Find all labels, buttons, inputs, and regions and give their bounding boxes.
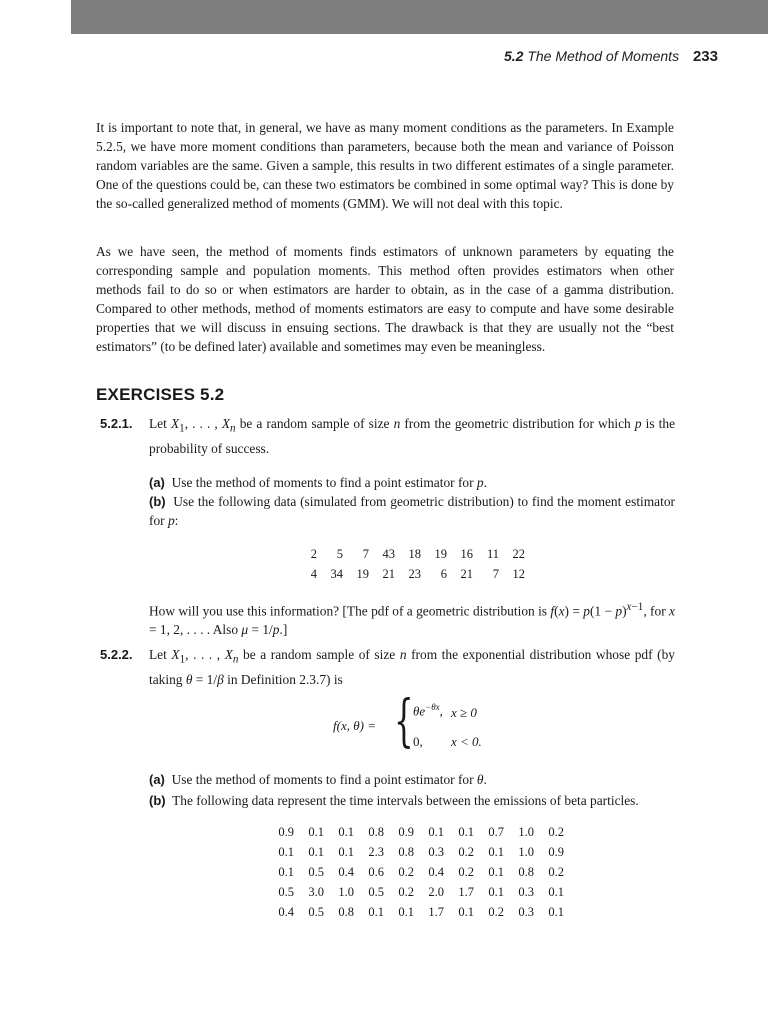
table-row: 4 34 19 21 23 6 21 7 12 — [310, 566, 525, 581]
exercise-5-2-2-statement: Let $X_1$, . . . , $X_n$ be a random sample of size n from the exponential distribution whose pdf (by taking θ = 1/β in Definition 2.3.7) is — [149, 647, 675, 687]
formula-lhs: f(x, θ) = — [333, 718, 376, 733]
beta-emission-data-table — [270, 822, 564, 922]
exercises-heading: EXERCISES 5.2 — [96, 385, 225, 404]
formula-condition-1: x ≥ 0 — [451, 705, 477, 720]
table-row: 0.5 3.0 1.0 0.5 0.2 2.0 1.7 0.1 0.3 0.1 — [278, 884, 564, 899]
table-row: 0.4 0.5 0.8 0.1 0.1 1.7 0.1 0.2 0.3 0.1 — [278, 904, 564, 919]
paragraph-method-summary: As we have seen, the method of moments finds estimators of unknown parameters by equating the corresponding sample and population moments. This method often provides estimators when other methods fail to do so or when estimators are harder to obtain, as in the case of a gamma distribution. Compared to other methods, method of moments estimators are easy to compute and have some desirable properties that we will discuss in ensuing sections. The drawback is that they are usually not the “best estimators” (to be defined later) available and sometimes may even be meaningless. — [96, 244, 674, 354]
formula-condition-2: x < 0. — [451, 734, 482, 749]
section-title: The Method of Moments — [527, 48, 680, 64]
geometric-data-table — [303, 544, 525, 584]
table-row: 0.1 0.1 0.1 2.3 0.8 0.3 0.2 0.1 1.0 0.9 — [278, 844, 564, 859]
paragraph-gmm-note: It is important to note that, in general, we have as many moment conditions as the parameters. In Example 5.2.5, we have more moment conditions than parameters, because both the mean and variance of Poisson random variables are the same. Given a sample, this results in two different estimates of a single parameter. One of the questions could be, can these two estimators be combined in some optimal way? This is done by the so-called generalized method of moments (GMM). We will not deal with this topic. — [96, 120, 674, 211]
page-top-bar — [71, 0, 768, 34]
exponential-pdf-formula — [333, 689, 493, 756]
exercise-5-2-1-part-b: (b) Use the following data (simulated from geometric distribution) to find the moment estimator for p: — [149, 494, 675, 528]
exercise-number-5-2-1: 5.2.1. — [100, 416, 133, 431]
exercise-5-2-2-part-b: (b) The following data represent the time intervals between the emissions of beta particles. — [149, 793, 639, 808]
running-head — [504, 48, 718, 65]
formula-case-1: $\theta e^{-\theta x}$, — [413, 702, 443, 719]
table-row: 0.9 0.1 0.1 0.8 0.9 0.1 0.1 0.7 1.0 0.2 — [278, 824, 564, 839]
page-number: 233 — [692, 48, 718, 65]
section-number: 5.2 — [503, 48, 524, 64]
formula-case-2: 0, — [413, 734, 423, 749]
exercise-5-2-1-hint: How will you use this information? [The pdf of a geometric distribution is $f(x) = p(1 - p)^{x-1}$, for x = 1, 2, . . . . Also μ = 1/p.] — [149, 601, 675, 638]
cases-brace: { — [394, 689, 414, 754]
exercise-5-2-1-part-a: (a) Use the method of moments to find a point estimator for p. — [149, 475, 487, 490]
exercise-5-2-2-part-a: (a) Use the method of moments to find a point estimator for θ. — [149, 772, 487, 787]
exercise-number-5-2-2: 5.2.2. — [100, 647, 133, 662]
table-row: 0.1 0.5 0.4 0.6 0.2 0.4 0.2 0.1 0.8 0.2 — [278, 864, 564, 879]
exercise-5-2-1-statement: Let $X_1$, . . . , $X_n$ be a random sample of size n from the geometric distribution for which p is the probability of success. — [149, 416, 676, 456]
table-row: 2 5 7 43 18 19 16 11 22 — [310, 546, 525, 561]
